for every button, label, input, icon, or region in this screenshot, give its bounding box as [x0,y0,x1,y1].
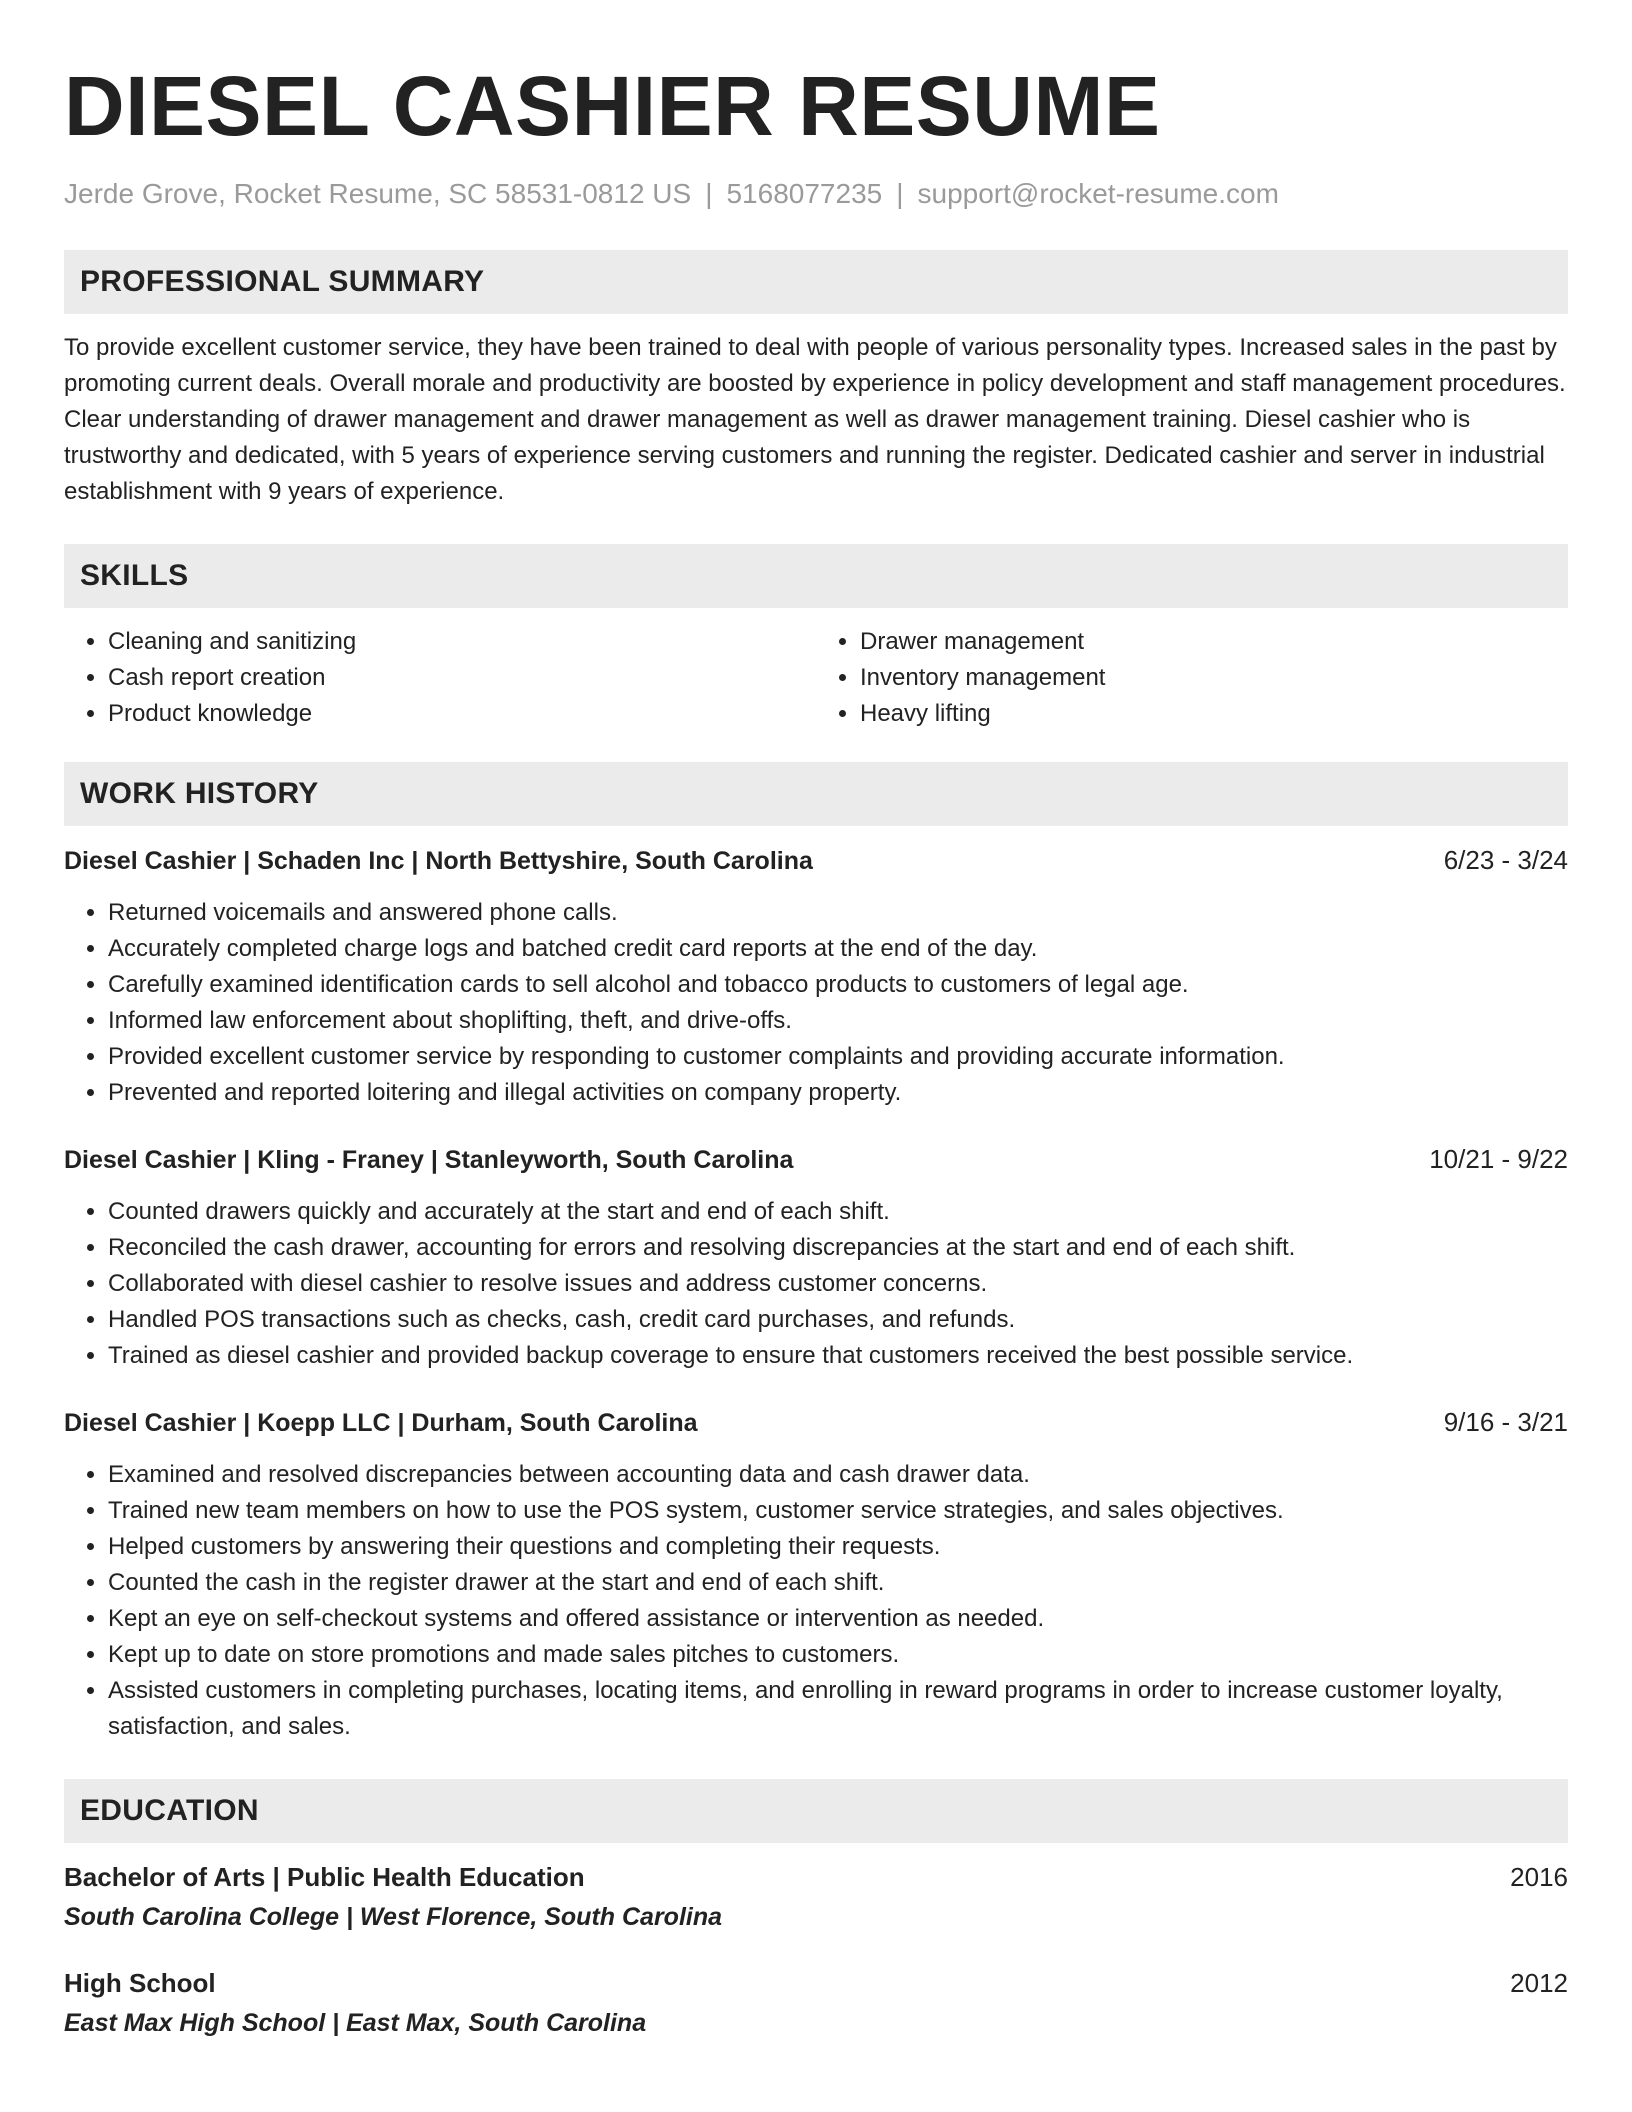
education-year: 2012 [1510,1968,1568,1998]
job-bullet: • Trained new team members on how to use the POS system, customer service strategies, and sales objectives. [108,1493,1568,1529]
skills-list [64,624,1568,732]
job-title: Diesel Cashier | Schaden Inc | North Bettyshire, South Carolina [64,847,813,875]
job-header [64,1141,1568,1178]
job-bullets [64,1194,1568,1374]
skill-item: • Inventory management [860,660,1568,696]
job-bullets [64,895,1568,1111]
job-bullet: • Collaborated with diesel cashier to resolve issues and address customer concerns. [108,1266,1568,1302]
job-bullet: • Counted drawers quickly and accurately at the start and end of each shift. [108,1194,1568,1230]
education-school: East Max High School | East Max, South Carolina [64,2009,647,2037]
skills-section [64,544,1568,732]
skill-item: • Cleaning and sanitizing [108,624,816,660]
education-header [64,1965,1568,2001]
job-entry [64,1141,1568,1374]
job-bullets [64,1457,1568,1745]
job-title: Diesel Cashier | Kling - Franey | Stanleyworth, South Carolina [64,1146,794,1174]
contact-separator: | [705,178,713,209]
skill-item: • Drawer management [860,624,1568,660]
job-entry [64,842,1568,1111]
job-bullet: • Provided excellent customer service by responding to customer complaints and providing accurate information. [108,1039,1568,1075]
job-bullet: • Helped customers by answering their questions and completing their requests. [108,1529,1568,1565]
job-dates: 9/16 - 3/21 [1443,1407,1568,1437]
contact-line [64,176,1568,212]
job-bullet: • Returned voicemails and answered phone calls. [108,895,1568,931]
section-header-work: WORK HISTORY [64,762,1568,826]
section-header-skills: SKILLS [64,544,1568,608]
job-dates: 10/21 - 9/22 [1429,1144,1568,1174]
education-header [64,1859,1568,1895]
summary-text: To provide excellent customer service, they have been trained to deal with people of various personality types. Increased sales in the past by promoting current deals. Overall morale and productivity are boosted by experience in policy development and staff management procedures. Clear understanding of drawer management and drawer management as well as drawer management training. Diesel cashier who is trustworthy and dedicated, with 5 years of experience serving customers and running the register. Dedicated cashier and server in industrial establishment with 9 years of experience. [64,334,1566,505]
education-degree: High School [64,1968,216,1998]
job-bullet: • Handled POS transactions such as checks, cash, credit card purchases, and refunds. [108,1302,1568,1338]
education-degree: Bachelor of Arts | Public Health Education [64,1862,585,1892]
education-year: 2016 [1510,1862,1568,1892]
work-section [64,762,1568,1745]
education-entry [64,1965,1568,2041]
job-bullet: • Assisted customers in completing purchases, locating items, and enrolling in reward programs in order to increase customer loyalty, satisfaction, and sales. [108,1673,1568,1745]
skill-item: • Cash report creation [108,660,816,696]
job-bullet: • Kept an eye on self-checkout systems and offered assistance or intervention as needed. [108,1601,1568,1637]
resume-page [64,0,1568,2041]
job-bullet: • Kept up to date on store promotions and made sales pitches to customers. [108,1637,1568,1673]
job-bullet: • Prevented and reported loitering and illegal activities on company property. [108,1075,1568,1111]
job-bullet: • Carefully examined identification cards to sell alcohol and tobacco products to customers of legal age. [108,967,1568,1003]
job-bullet: • Examined and resolved discrepancies between accounting data and cash drawer data. [108,1457,1568,1493]
job-header [64,1404,1568,1441]
contact-phone: 5168077235 [726,178,883,209]
resume-title: DIESEL CASHIER RESUME [64,59,1161,153]
section-header-summary: PROFESSIONAL SUMMARY [64,250,1568,314]
job-bullet: • Counted the cash in the register drawer at the start and end of each shift. [108,1565,1568,1601]
contact-separator: | [896,178,904,209]
summary-section [64,250,1568,510]
education-entry [64,1859,1568,1935]
job-bullet: • Accurately completed charge logs and batched credit card reports at the end of the day. [108,931,1568,967]
contact-address: Jerde Grove, Rocket Resume, SC 58531-0812 US [64,178,692,209]
skills-column-right [816,624,1568,732]
skill-item: • Product knowledge [108,696,816,732]
job-bullet: • Trained as diesel cashier and provided backup coverage to ensure that customers received the best possible service. [108,1338,1568,1374]
job-entry [64,1404,1568,1745]
section-header-education: EDUCATION [64,1779,1568,1843]
job-bullet: • Informed law enforcement about shoplifting, theft, and drive-offs. [108,1003,1568,1039]
job-dates: 6/23 - 3/24 [1443,845,1568,875]
education-section [64,1779,1568,2041]
job-title: Diesel Cashier | Koepp LLC | Durham, South Carolina [64,1409,698,1437]
skills-column-left [64,624,816,732]
job-header [64,842,1568,879]
education-school: South Carolina College | West Florence, South Carolina [64,1903,723,1931]
contact-email[interactable]: support@rocket-resume.com [917,178,1279,209]
skill-item: • Heavy lifting [860,696,1568,732]
job-bullet: • Reconciled the cash drawer, accounting for errors and resolving discrepancies at the start and end of each shift. [108,1230,1568,1266]
